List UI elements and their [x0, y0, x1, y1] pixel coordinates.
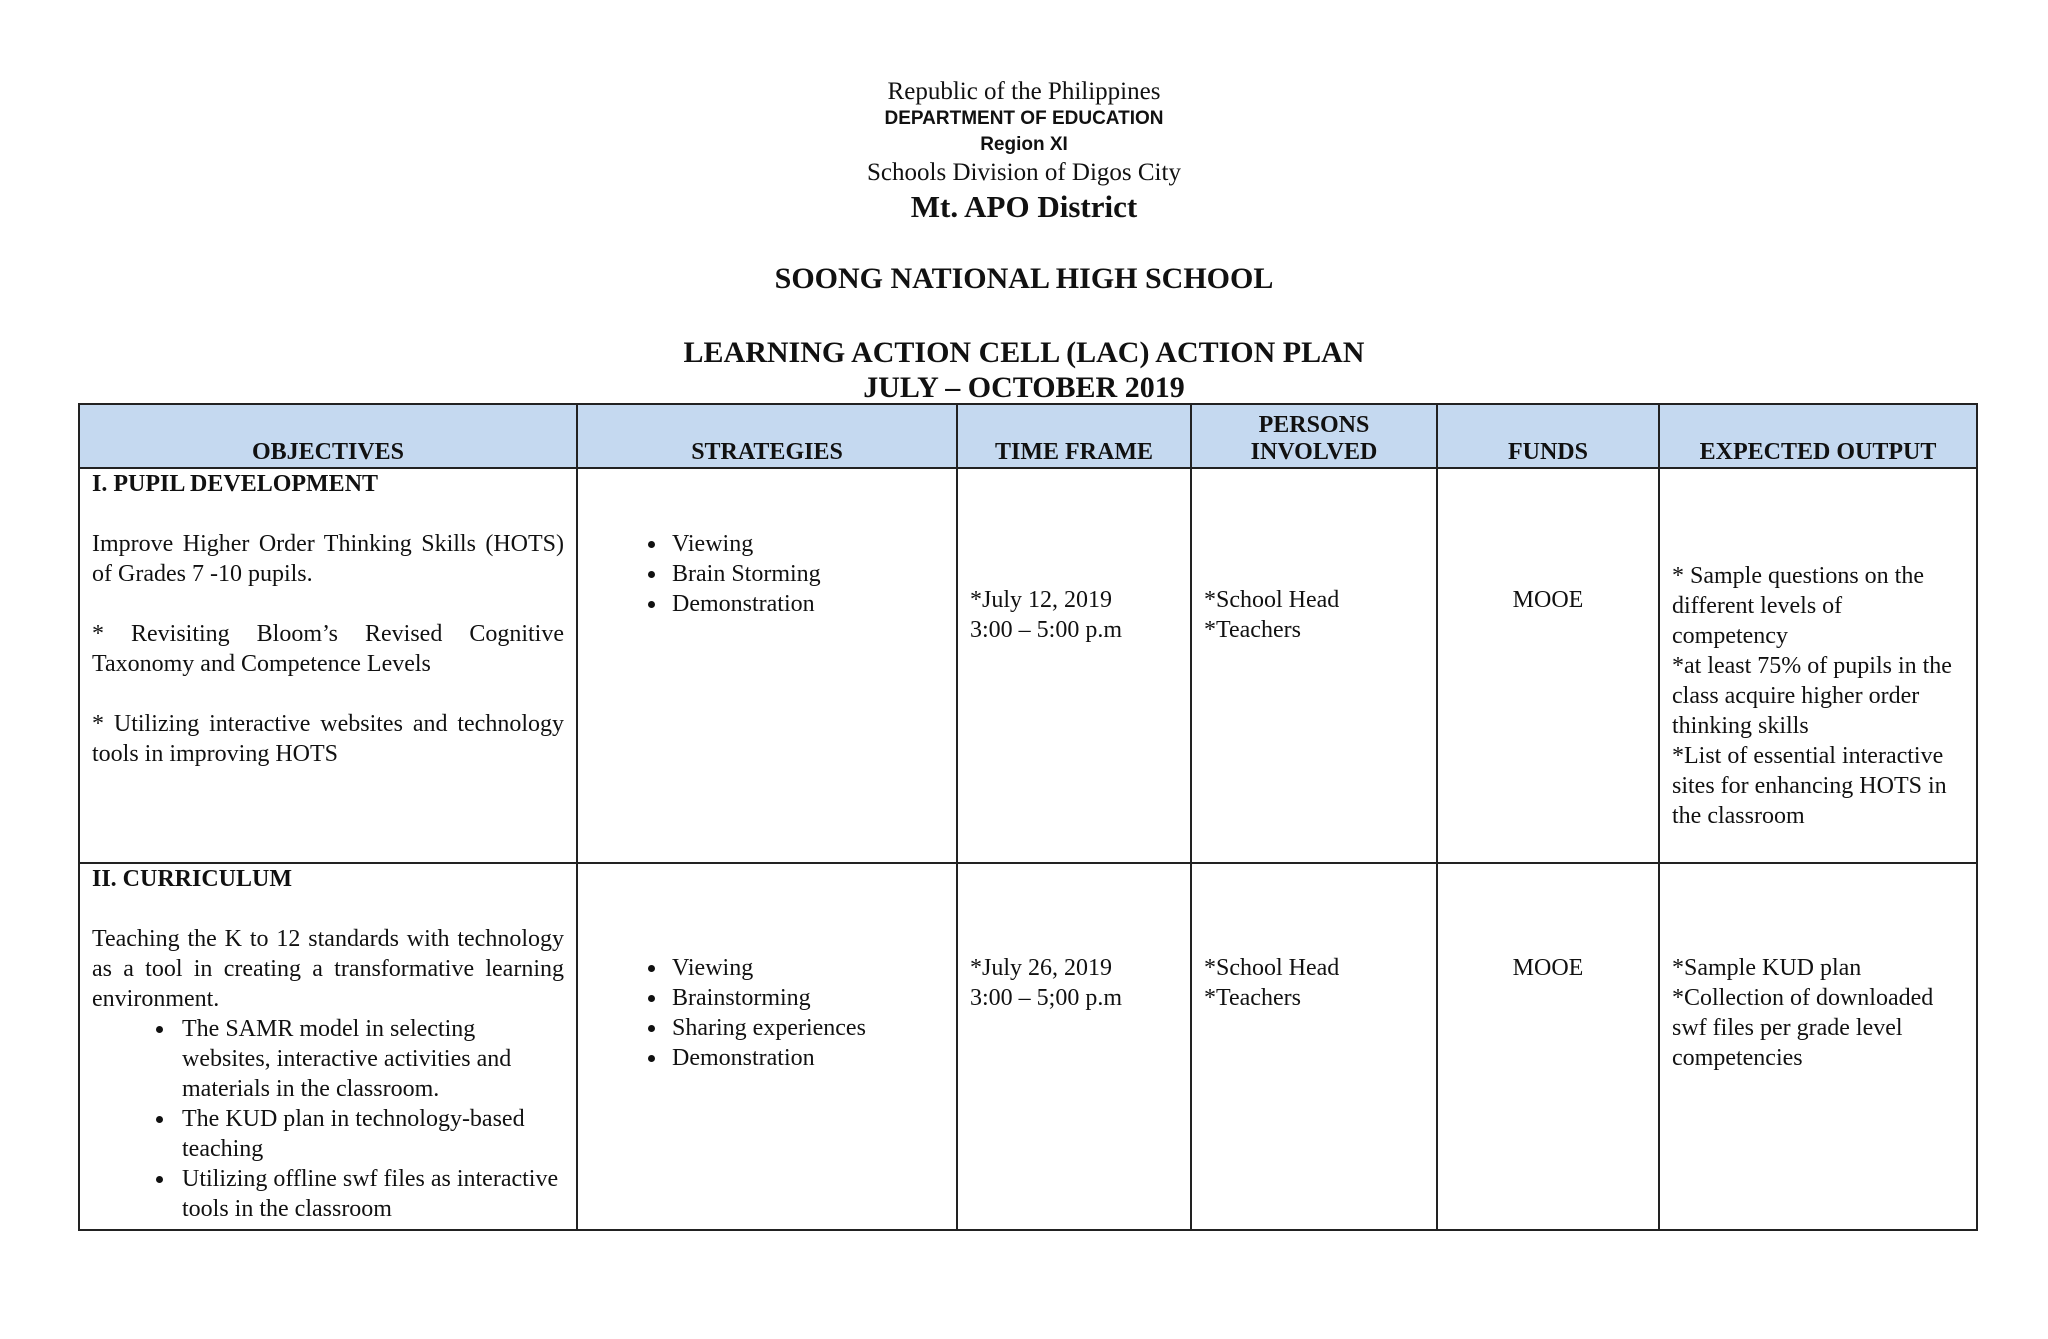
table-header-row [79, 404, 1977, 468]
funds-cell [1437, 863, 1659, 1230]
strategies-list [578, 953, 956, 1073]
school-name: SOONG NATIONAL HIGH SCHOOL [774, 261, 1274, 295]
header-time-frame: TIME FRAME [957, 404, 1191, 468]
objective-items [92, 1014, 564, 1224]
division-line: Schools Division of Digos City [867, 159, 1181, 187]
objective-item: • The KUD plan in technology-based teaching [176, 1104, 564, 1164]
strategy-item: • Viewing [668, 529, 956, 559]
objective-item: • The SAMR model in selecting websites, interactive activities and materials in the classroom. [176, 1014, 564, 1104]
action-plan-table [78, 403, 1978, 1231]
persons-cell [1191, 863, 1437, 1230]
objective-text: Teaching the K to 12 standards with technology as a tool in creating a transformative learning environment. [92, 926, 564, 1012]
persons-text: *School Head *Teachers [1204, 587, 1340, 643]
persons-cell [1191, 468, 1437, 863]
header-strategies: STRATEGIES [577, 404, 957, 468]
strategy-item: • Demonstration [668, 1043, 956, 1073]
time-frame-cell [957, 863, 1191, 1230]
section-title: II. CURRICULUM [92, 866, 293, 892]
expected-output-text: *Sample KUD plan *Collection of downloaded swf files per grade level competencies [1672, 955, 1934, 1071]
funds-cell [1437, 468, 1659, 863]
time-frame-text: *July 26, 2019 3:00 – 5;00 p.m [970, 955, 1123, 1011]
strategies-cell [577, 863, 957, 1230]
header-persons-line1: PERSONS [1258, 412, 1370, 439]
table-row [79, 468, 1977, 863]
time-frame-text: *July 12, 2019 3:00 – 5:00 p.m [970, 587, 1123, 643]
plan-title: LEARNING ACTION CELL (LAC) ACTION PLAN [683, 336, 1365, 370]
objective-sub: * Utilizing interactive websites and technology tools in improving HOTS [92, 711, 564, 767]
strategy-item: • Sharing experiences [668, 1013, 956, 1043]
objective-text: Improve Higher Order Thinking Skills (HOTS) of Grades 7 -10 pupils. [92, 531, 564, 587]
header-persons-line2: INVOLVED [1250, 438, 1378, 465]
strategies-cell [577, 468, 957, 863]
funds-text: MOOE [1512, 587, 1584, 613]
region-line: Region XI [980, 133, 1068, 155]
expected-output-text: * Sample questions on the different levels of competency *at least 75% of pupils in the class acquire higher order thinking skills *List of essential interactive sites for enhancing HOTS in the classroom [1672, 563, 1952, 829]
header-expected-output: EXPECTED OUTPUT [1659, 404, 1977, 468]
document-header [0, 78, 2048, 404]
department-line: DEPARTMENT OF EDUCATION [884, 108, 1164, 129]
expected-output-cell [1659, 468, 1977, 863]
strategy-item: • Brainstorming [668, 983, 956, 1013]
header-objectives: OBJECTIVES [79, 404, 577, 468]
plan-period: JULY – OCTOBER 2019 [863, 371, 1185, 405]
header-persons-involved [1191, 404, 1437, 468]
funds-text: MOOE [1512, 955, 1584, 981]
objectives-cell [79, 863, 577, 1230]
time-frame-cell [957, 468, 1191, 863]
expected-output-cell [1659, 863, 1977, 1230]
district-line: Mt. APO District [910, 188, 1138, 224]
header-funds: FUNDS [1437, 404, 1659, 468]
objectives-cell [79, 468, 577, 863]
strategy-item: • Brain Storming [668, 559, 956, 589]
strategy-item: • Demonstration [668, 589, 956, 619]
objective-item: • Utilizing offline swf files as interactive tools in the classroom [176, 1164, 564, 1224]
objective-sub: * Revisiting Bloom’s Revised Cognitive Taxonomy and Competence Levels [92, 621, 564, 677]
table-row [79, 863, 1977, 1230]
strategies-list [578, 529, 956, 619]
persons-text: *School Head *Teachers [1204, 955, 1340, 1011]
strategy-item: • Viewing [668, 953, 956, 983]
section-title: I. PUPIL DEVELOPMENT [92, 471, 379, 497]
republic-line: Republic of the Philippines [887, 78, 1161, 105]
